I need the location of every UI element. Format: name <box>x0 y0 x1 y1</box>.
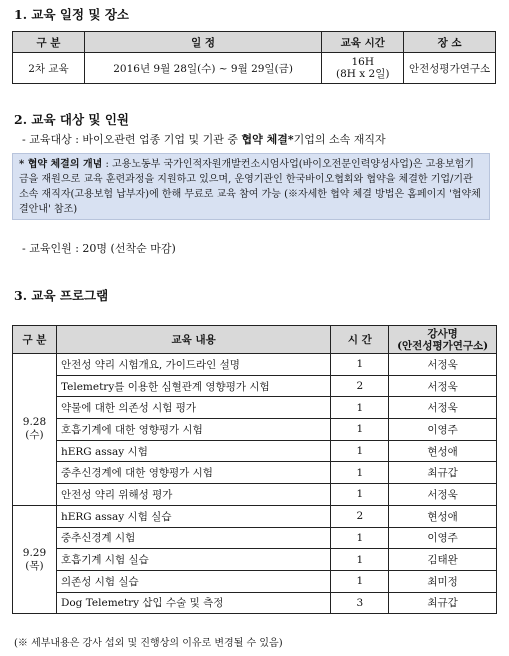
program-instructor: 서정욱 <box>389 397 497 419</box>
program-instructor: 서정욱 <box>389 484 497 506</box>
program-topic: 약물에 대한 의존성 시험 평가 <box>56 397 330 419</box>
instructor-header-line1: 강사명 <box>427 327 458 340</box>
program-row <box>13 397 497 419</box>
footnote: (※ 세부내용은 강사 섭외 및 진행상의 이유로 변경될 수 있음) <box>14 638 283 649</box>
schedule-dates: 2016년 9월 28일(수) ~ 9월 29일(금) <box>84 53 321 84</box>
program-row <box>13 419 497 441</box>
program-hours: 1 <box>331 484 389 506</box>
program-instructor: 현성애 <box>389 505 497 527</box>
program-day-weekday: (목) <box>25 559 44 572</box>
schedule-row <box>13 53 496 84</box>
program-topic: 안전성 약리 위해성 평가 <box>56 484 330 506</box>
program-row <box>13 354 497 376</box>
program-instructor: 이영주 <box>389 527 497 549</box>
program-hours: 1 <box>331 549 389 571</box>
schedule-hours-total: 16H <box>351 56 375 68</box>
program-instructor: 최규갑 <box>389 462 497 484</box>
note-body: : 고용노동부 국가인적자원개발컨소시엄사업(바이오전문인력양성사업)은 고용보험기금을 재원으로 교육 훈련과정을 지원하고 있으며, 운영기관인 한국바이오협회와 협약을 체결한 기업/기관 소속 재직자(고용보험 납부자)에 한해 무료로 교육 참여 가능 (※자세한 협약 체결 방법은 홈페이지 '협약체결안내' 참조) <box>19 159 481 215</box>
program-topic: hERG assay 시험 <box>56 440 330 462</box>
program-instructor: 최미정 <box>389 570 497 592</box>
program-topic: Dog Telemetry 삽입 수술 및 측정 <box>56 592 330 614</box>
count-line <box>22 240 176 256</box>
program-topic: 중추신경계 시험 <box>56 527 330 549</box>
note-heading: * 협약 체결의 개념 <box>19 159 103 170</box>
program-row <box>13 462 497 484</box>
program-hours: 2 <box>331 505 389 527</box>
schedule-hours <box>322 53 404 84</box>
program-topic: 중추신경계에 대한 영향평가 시험 <box>56 462 330 484</box>
schedule-hours-detail: (8H x 2일) <box>336 68 390 80</box>
program-instructor: 최규갑 <box>389 592 497 614</box>
schedule-division: 2차 교육 <box>13 53 85 84</box>
instructor-header-line2: (안전성평가연구소) <box>397 339 489 352</box>
program-row <box>13 440 497 462</box>
program-day <box>13 354 57 506</box>
schedule-table <box>12 31 496 84</box>
schedule-place: 안전성평가연구소 <box>404 53 496 84</box>
program-topic: 의존성 시험 실습 <box>56 570 330 592</box>
program-topic: Telemetry를 이용한 심혈관계 영향평가 시험 <box>56 375 330 397</box>
section2-title: 2. 교육 대상 및 인원 <box>14 112 129 127</box>
program-header-division: 구 분 <box>13 326 57 354</box>
program-hours: 1 <box>331 397 389 419</box>
program-instructor: 서정욱 <box>389 375 497 397</box>
program-hours: 1 <box>331 440 389 462</box>
program-body <box>13 354 497 614</box>
program-day-date: 9.29 <box>22 546 47 559</box>
program-day <box>13 505 57 613</box>
program-instructor: 서정욱 <box>389 354 497 376</box>
program-topic: 안전성 약리 시험개요, 가이드라인 설명 <box>56 354 330 376</box>
count-value: 20명 (선착순 마감) <box>82 242 176 255</box>
schedule-header-division: 구 분 <box>13 32 85 53</box>
program-row <box>13 375 497 397</box>
program-topic: hERG assay 시험 실습 <box>56 505 330 527</box>
program-header-instructor <box>389 326 497 354</box>
target-line <box>22 131 386 147</box>
program-instructor: 현성애 <box>389 440 497 462</box>
agreement-note-box <box>12 153 490 220</box>
program-header-content: 교육 내용 <box>56 326 330 354</box>
program-hours: 1 <box>331 570 389 592</box>
program-table <box>12 325 497 614</box>
program-header-hours: 시 간 <box>331 326 389 354</box>
program-topic: 호흡기계에 대한 영향평가 시험 <box>56 419 330 441</box>
program-row <box>13 527 497 549</box>
program-hours: 2 <box>331 375 389 397</box>
section3-title: 3. 교육 프로그램 <box>14 288 109 303</box>
program-row <box>13 484 497 506</box>
target-bold: 협약 체결* <box>241 133 294 146</box>
program-row <box>13 505 497 527</box>
program-day-date: 9.28 <box>22 416 47 429</box>
program-row <box>13 549 497 571</box>
schedule-header-place: 장 소 <box>404 32 496 53</box>
program-instructor: 이영주 <box>389 419 497 441</box>
section1-title: 1. 교육 일정 및 장소 <box>14 7 129 22</box>
count-prefix: - 교육인원 : <box>22 242 83 255</box>
program-row <box>13 592 497 614</box>
program-instructor: 김태완 <box>389 549 497 571</box>
program-row <box>13 570 497 592</box>
program-hours: 1 <box>331 527 389 549</box>
program-day-weekday: (수) <box>25 429 44 442</box>
program-topic: 호흡기계 시험 실습 <box>56 549 330 571</box>
program-hours: 3 <box>331 592 389 614</box>
program-hours: 1 <box>331 419 389 441</box>
program-hours: 1 <box>331 462 389 484</box>
schedule-header-hours: 교육 시간 <box>322 32 404 53</box>
target-suffix: 기업의 소속 재직자 <box>293 133 386 146</box>
target-prefix: - 교육대상 : 바이오관련 업종 기업 및 기관 중 <box>22 133 242 146</box>
program-hours: 1 <box>331 354 389 376</box>
schedule-header-schedule: 일 정 <box>84 32 321 53</box>
